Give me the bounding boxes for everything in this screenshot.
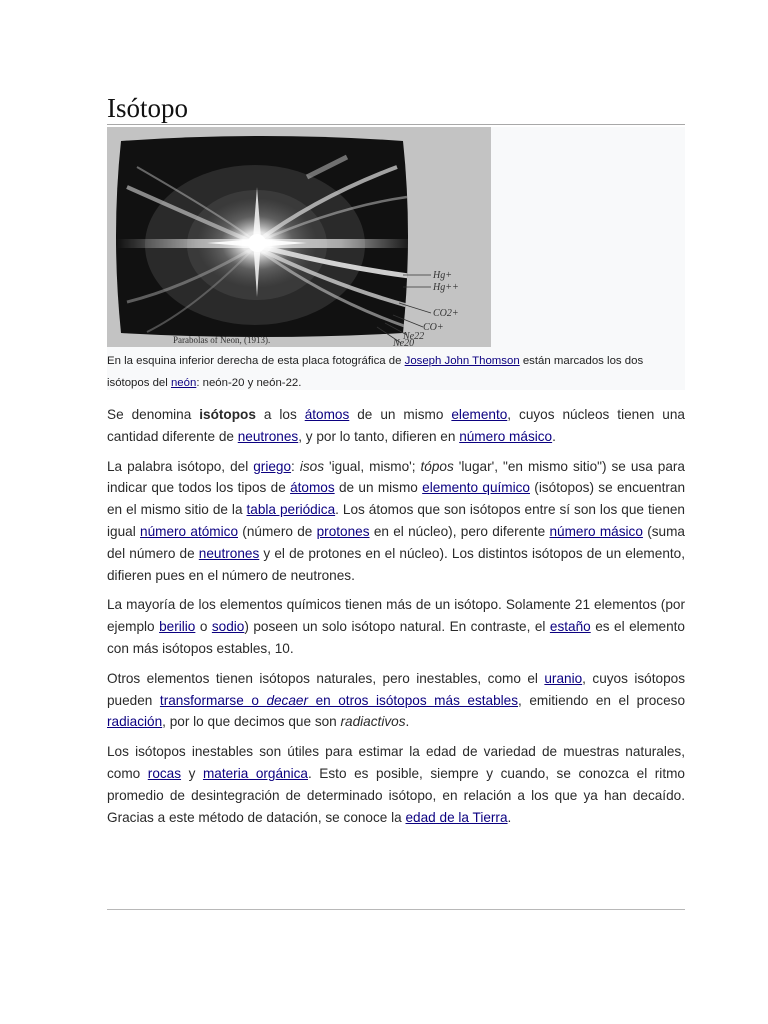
text: (número de (238, 523, 317, 539)
link-materia-organica[interactable]: materia orgánica (202, 765, 308, 781)
link-text: en otros isótopos más estables (308, 692, 519, 708)
text: Otros elementos tienen isótopos naturales, pero inestables, como el (107, 670, 545, 686)
text: , emitiendo en el proceso (518, 692, 686, 708)
text: . (405, 714, 410, 730)
figure-caption (107, 350, 685, 394)
link-neon[interactable]: neón (170, 377, 197, 389)
link-rocas[interactable]: rocas (147, 765, 182, 781)
paragraph-1 (107, 404, 685, 448)
caption-text: : neón-20 y neón-22. (196, 377, 302, 389)
article-body (107, 404, 685, 836)
text: Se denomina (107, 407, 200, 422)
bottom-divider (107, 909, 685, 910)
text: . Los átomos que son isótopos entre sí son los que tienen igual (107, 502, 685, 539)
link-desintegracion-radiactiva[interactable] (160, 693, 518, 708)
link-edad-de-la-tierra[interactable]: edad de la Tierra (405, 809, 508, 825)
paragraph-3 (107, 594, 685, 659)
text: 'igual, mismo'; (324, 458, 421, 474)
photo-label: Parabolas of Neon, (1913). (173, 335, 271, 345)
neon-parabolas-photo[interactable] (107, 127, 491, 347)
text: o (195, 619, 212, 635)
text: : (291, 458, 300, 474)
annotation-hg2: Hg++ (433, 282, 459, 293)
paragraph-4 (107, 668, 685, 733)
text: 'lugar', "en mismo sitio") se usa para indicar que todos los tipos de (107, 458, 685, 496)
italic-isos: isos (299, 458, 325, 474)
figure-box (107, 127, 685, 390)
link-text: transformarse o (159, 692, 267, 708)
link-uranio[interactable]: uranio (544, 670, 583, 686)
link-atomos[interactable]: átomos (304, 407, 350, 422)
annotation-ne22: Ne22 (403, 331, 425, 342)
text: ) poseen un solo isótopo natural. En contraste, el (244, 619, 550, 635)
link-joseph-john-thomson[interactable]: Joseph John Thomson (404, 355, 520, 367)
text: a los (255, 407, 305, 422)
text: en el núcleo), pero diferente (369, 523, 550, 539)
text: . Esto es posible, siempre y cuando, se conozca el ritmo promedio de desintegración de determinado isótopo, en relación a los que ya han decaído. Gracias a este método de datación, se conoce la (107, 765, 685, 825)
text: de un mismo (349, 407, 452, 422)
link-numero-masico[interactable]: número másico (459, 428, 553, 444)
link-sodio[interactable]: sodio (211, 619, 245, 635)
caption-text: En la esquina inferior derecha de esta placa fotográfica de (107, 355, 405, 367)
link-griego[interactable]: griego (253, 458, 292, 474)
link-berilio[interactable]: berilio (159, 619, 196, 635)
annotation-hg1: Hg+ (433, 270, 452, 281)
text: , y por lo tanto, difieren en (298, 428, 460, 444)
link-neutrones[interactable]: neutrones (237, 428, 299, 444)
paragraph-2 (107, 456, 685, 587)
link-estano[interactable]: estaño (549, 619, 591, 635)
text: . (507, 809, 512, 825)
text: y el de protones en el núcleo). Los distintos isótopos de un elemento, difieren pues en el número de neutrones. (107, 545, 685, 583)
annotation-ne20: Ne20 (393, 338, 415, 347)
link-elemento[interactable]: elemento (451, 407, 508, 422)
link-radiacion[interactable]: radiación (107, 714, 163, 730)
text: . (552, 428, 556, 444)
link-numero-masico[interactable]: número másico (549, 523, 643, 539)
link-tabla-periodica[interactable]: tabla periódica (246, 502, 336, 518)
text: (isótopos) se encuentran en el mismo sitio de la (107, 480, 685, 518)
text: , cuyos isótopos pueden (107, 670, 685, 708)
page-title: Isótopo (107, 93, 188, 123)
text: La palabra isótopo, del (107, 458, 254, 474)
text: , por lo que decimos que son (162, 714, 341, 730)
text: de un mismo (334, 480, 423, 496)
bold-term-isotopos: isótopos (199, 407, 256, 422)
paragraph-5 (107, 741, 685, 828)
italic-radiactivos: radiactivos (340, 714, 406, 730)
link-elemento-quimico[interactable]: elemento químico (422, 480, 530, 496)
link-numero-atomico[interactable]: número atómico (140, 523, 238, 539)
link-atomos[interactable]: átomos (290, 480, 335, 496)
title-divider (107, 124, 685, 125)
text: es el elemento con más isótopos estables, 10. (107, 619, 685, 656)
text: Los isótopos inestables son útiles para estimar la edad de variedad de muestras naturales, como (107, 744, 685, 781)
text: La mayoría de los elementos químicos tienen más de un isótopo. Solamente 21 elementos (por ejemplo (107, 597, 685, 635)
link-text-italic: decaer (266, 692, 309, 708)
annotation-co2: CO2+ (433, 308, 459, 319)
link-protones[interactable]: protones (316, 523, 370, 539)
text: , cuyos núcleos tienen una cantidad diferente de (107, 407, 685, 444)
link-neutrones[interactable]: neutrones (198, 545, 260, 561)
text: (suma del número de (107, 523, 685, 561)
italic-topos: tópos (420, 458, 454, 474)
caption-text: están marcados los dos isótopos del (107, 355, 644, 389)
text: y (181, 765, 203, 781)
annotation-co: CO+ (423, 322, 444, 333)
